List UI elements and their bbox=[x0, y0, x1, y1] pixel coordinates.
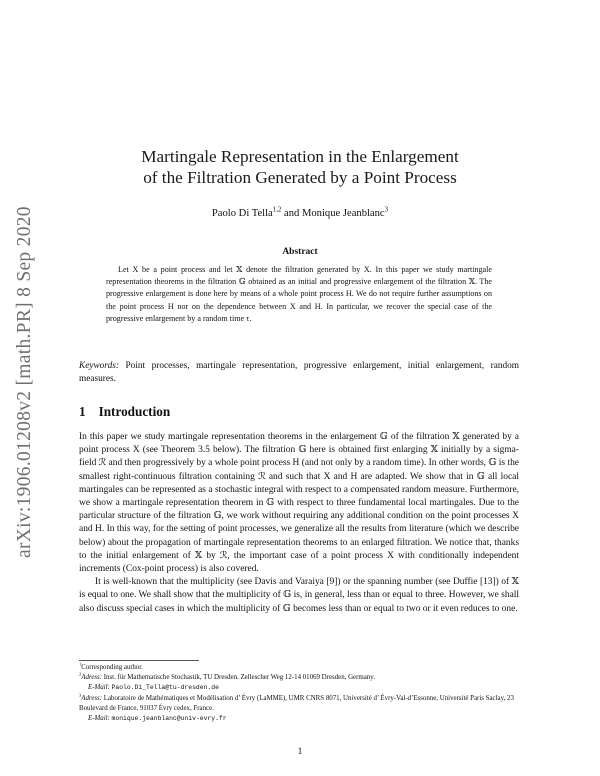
footnote-2 bbox=[79, 673, 519, 683]
footnote-2-label: Adress: bbox=[81, 674, 103, 682]
title-line-2: of the Filtration Generated by a Point Process bbox=[143, 168, 457, 187]
abstract-text: Let X be a point process and let 𝕏 denote the filtration generated by X. In this paper we study martingale representation theorems in the filtration 𝔾 obtained as an initial and progressive enlargement of the filtration 𝕏. The progressive enlargement is done here by means of a whole point process H. We do not require further assumptions on the point process H nor on the dependence between X and H. In particular, we recover the special case of the progressive enlargement by a random time τ. bbox=[106, 265, 492, 323]
paper-title bbox=[100, 146, 500, 188]
author-2-marks: 3 bbox=[384, 206, 389, 214]
footnote-1 bbox=[79, 663, 519, 673]
footnote-3-email-label: E-Mail: bbox=[88, 715, 110, 723]
footnote-2-email[interactable]: Paolo.Di_Tella@tu-dresden.de bbox=[111, 684, 219, 692]
title-line-1: Martingale Representation in the Enlargement bbox=[141, 147, 459, 166]
footnote-3-text: Laboratoire de Mathématiques et Modélisation d’ Évry (LaMME), UMR CNRS 8071, Université d’ Évry-Val-d’Essonne, Université Paris Saclay, 23 Boulevard de France, 91037 Évry cedex, France. bbox=[79, 694, 514, 712]
section-title: Introduction bbox=[98, 404, 171, 419]
paragraph-1: In this paper we study martingale representation theorems in the enlargement 𝔾 of the filtration 𝕏 generated by a point process X (see Theorem 3.5 below). The filtration 𝔾 here is obtained first enlarging 𝕏 initially by a sigma-field ℛ and then progressively by a whole point process H (and not only by a random time). In other words, 𝔾 is the smallest right-continuous filtration containing ℛ and such that X and H are adapted. We show that in 𝔾 all local martingales can be represented as a stochastic integral with respect to a compensated random measure. Furthermore, we show a martingale representation theorem in 𝔾 with respect to three fundamental local martingales. Due to the particular structure of the filtration 𝔾, we work without requiring any additional condition on the point processes X and H. In this way, for the setting of point processes, we generalize all the results from literature (which we describe below) about the propagation of martingale representation theorems to an enlarged filtration. We notice that, thanks to the initial enlargement of 𝕏 by ℛ, the important case of a point process X with conditionally independent increments (Cox-point process) is also covered. bbox=[79, 432, 519, 575]
keywords-text: Point processes, martingale representation, progressive enlargement, initial enlargement, random measures. bbox=[79, 361, 519, 384]
footnotes bbox=[79, 663, 519, 724]
authors bbox=[100, 208, 500, 219]
paragraph-2: It is well-known that the multiplicity (see Davis and Varaiya [9]) or the spanning number (see Duffie [13]) of 𝕏 is equal to one. We shall show that the multiplicity of 𝔾 is, in general, less than or equal to three. However, we shall also discuss special cases in which the multiplicity of 𝔾 becomes less than or equal to two or it even reduces to one. bbox=[79, 577, 519, 614]
footnote-2-text: Inst. für Mathematische Stochastik, TU Dresden. Zellescher Weg 12-14 01069 Dresden, Germany. bbox=[103, 674, 375, 682]
abstract-heading: Abstract bbox=[282, 247, 318, 257]
author-2: Monique Jeanblanc bbox=[301, 208, 385, 219]
footnote-3-label: Adress: bbox=[81, 694, 103, 702]
section-number: 1 bbox=[79, 404, 86, 419]
footnote-2-email-line bbox=[79, 683, 519, 693]
section-heading bbox=[79, 404, 170, 420]
arxiv-identifier: arXiv:1906.01208v2 [math.PR] 8 Sep 2020 bbox=[14, 206, 35, 558]
keywords-label: Keywords: bbox=[79, 361, 119, 371]
footnote-1-text: Corresponding author. bbox=[81, 664, 143, 671]
footnote-rule bbox=[79, 660, 199, 661]
footnote-3-email-line bbox=[79, 714, 519, 724]
footnote-3-email[interactable]: monique.jeanblanc@univ-evry.fr bbox=[111, 715, 227, 723]
footnote-2-email-label: E-Mail: bbox=[88, 684, 110, 692]
footnote-3 bbox=[79, 694, 519, 714]
author-conjunction: and bbox=[284, 208, 300, 219]
introduction-body bbox=[79, 431, 519, 616]
author-1-marks: 1,2 bbox=[272, 206, 282, 214]
author-1: Paolo Di Tella bbox=[211, 208, 273, 219]
keywords bbox=[79, 360, 519, 386]
page-number: 1 bbox=[297, 747, 303, 757]
footnote-3-mark: 3 bbox=[79, 692, 82, 698]
footnote-2-mark: 2 bbox=[79, 671, 82, 677]
footnote-1-mark: 1 bbox=[79, 661, 82, 667]
